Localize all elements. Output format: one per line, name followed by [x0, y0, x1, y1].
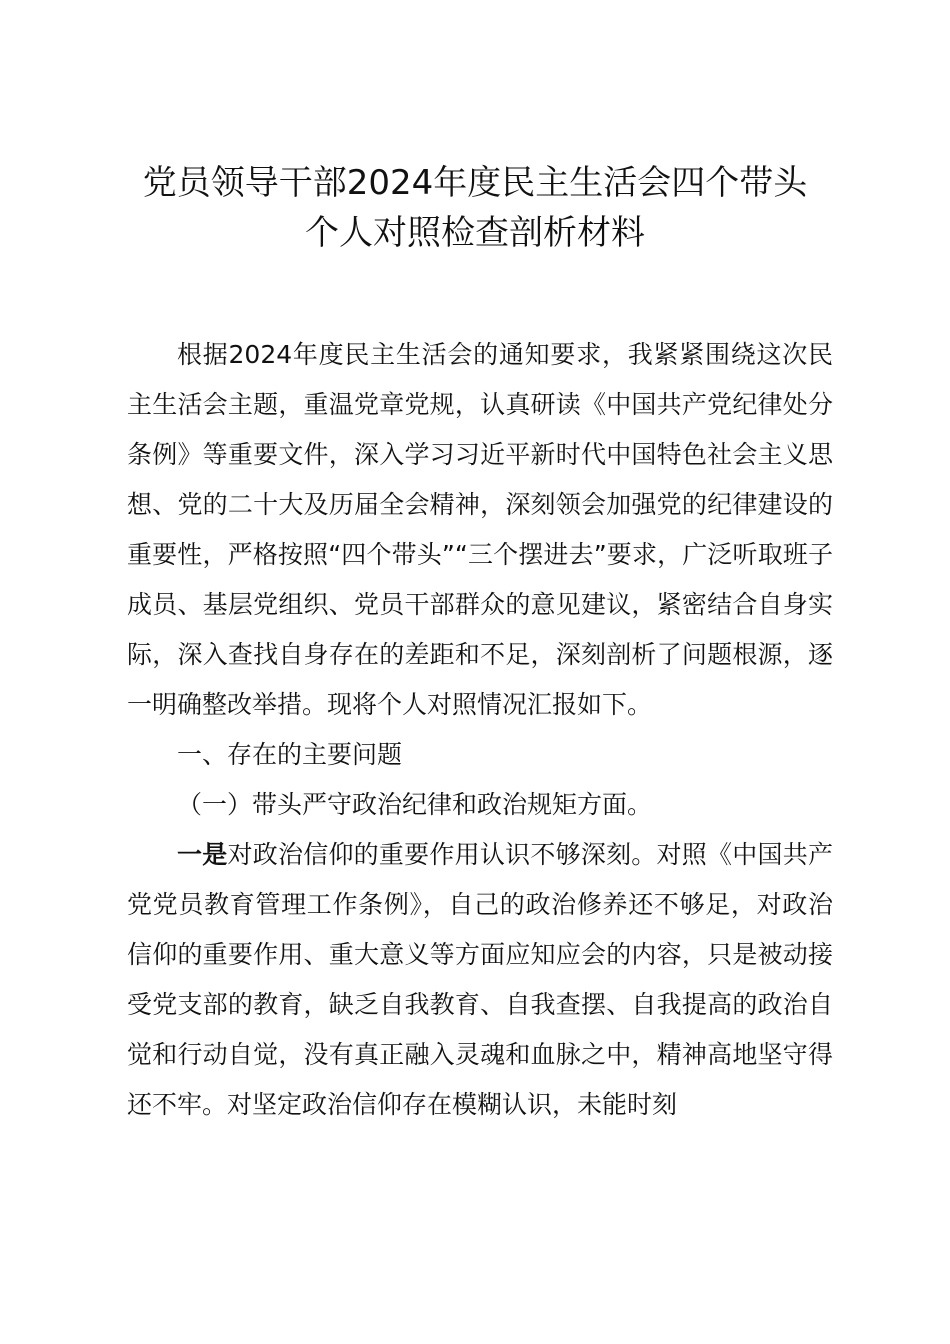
intro-paragraph: 根据2024年度民主生活会的通知要求，我紧紧围绕这次民主生活会主题，重温党章党规，认真研读《中国共产党纪律处分条例》等重要文件，深入学习习近平新时代中国特色社会主义思想、党的二十大及历届全会精神，深刻领会加强党的纪律建设的重要性，严格按照“四个带头”“三个摆进去”要求，广泛听取班子成员、基层党组织、党员干部群众的意见建议，紧密结合自身实际，深入查找自身存在的差距和不足，深刻剖析了问题根源，逐一明确整改举措。现将个人对照情况汇报如下。	[127, 340, 833, 719]
title-line-1: 党员领导干部2024年度民主生活会四个带头	[142, 163, 808, 203]
title-line-2: 个人对照检查剖析材料	[305, 213, 645, 253]
subsection-heading: （一）带头严守政治纪律和政治规矩方面。	[177, 790, 653, 819]
document-body	[127, 330, 833, 1130]
section-heading: 一、存在的主要问题	[177, 740, 403, 769]
point-lead: 一是	[177, 840, 228, 869]
point-paragraph	[127, 830, 833, 1130]
point-text: 对政治信仰的重要作用认识不够深刻。对照《中国共产党党员教育管理工作条例》，自己的政治修养还不够足，对政治信仰的重要作用、重大意义等方面应知应会的内容，只是被动接受党支部的教育，缺乏自我教育、自我查摆、自我提高的政治自觉和行动自觉，没有真正融入灵魂和血脉之中，精神高地坚守得还不牢。对坚定政治信仰存在模糊认识，未能时刻	[127, 840, 833, 1119]
document-title	[60, 158, 890, 258]
